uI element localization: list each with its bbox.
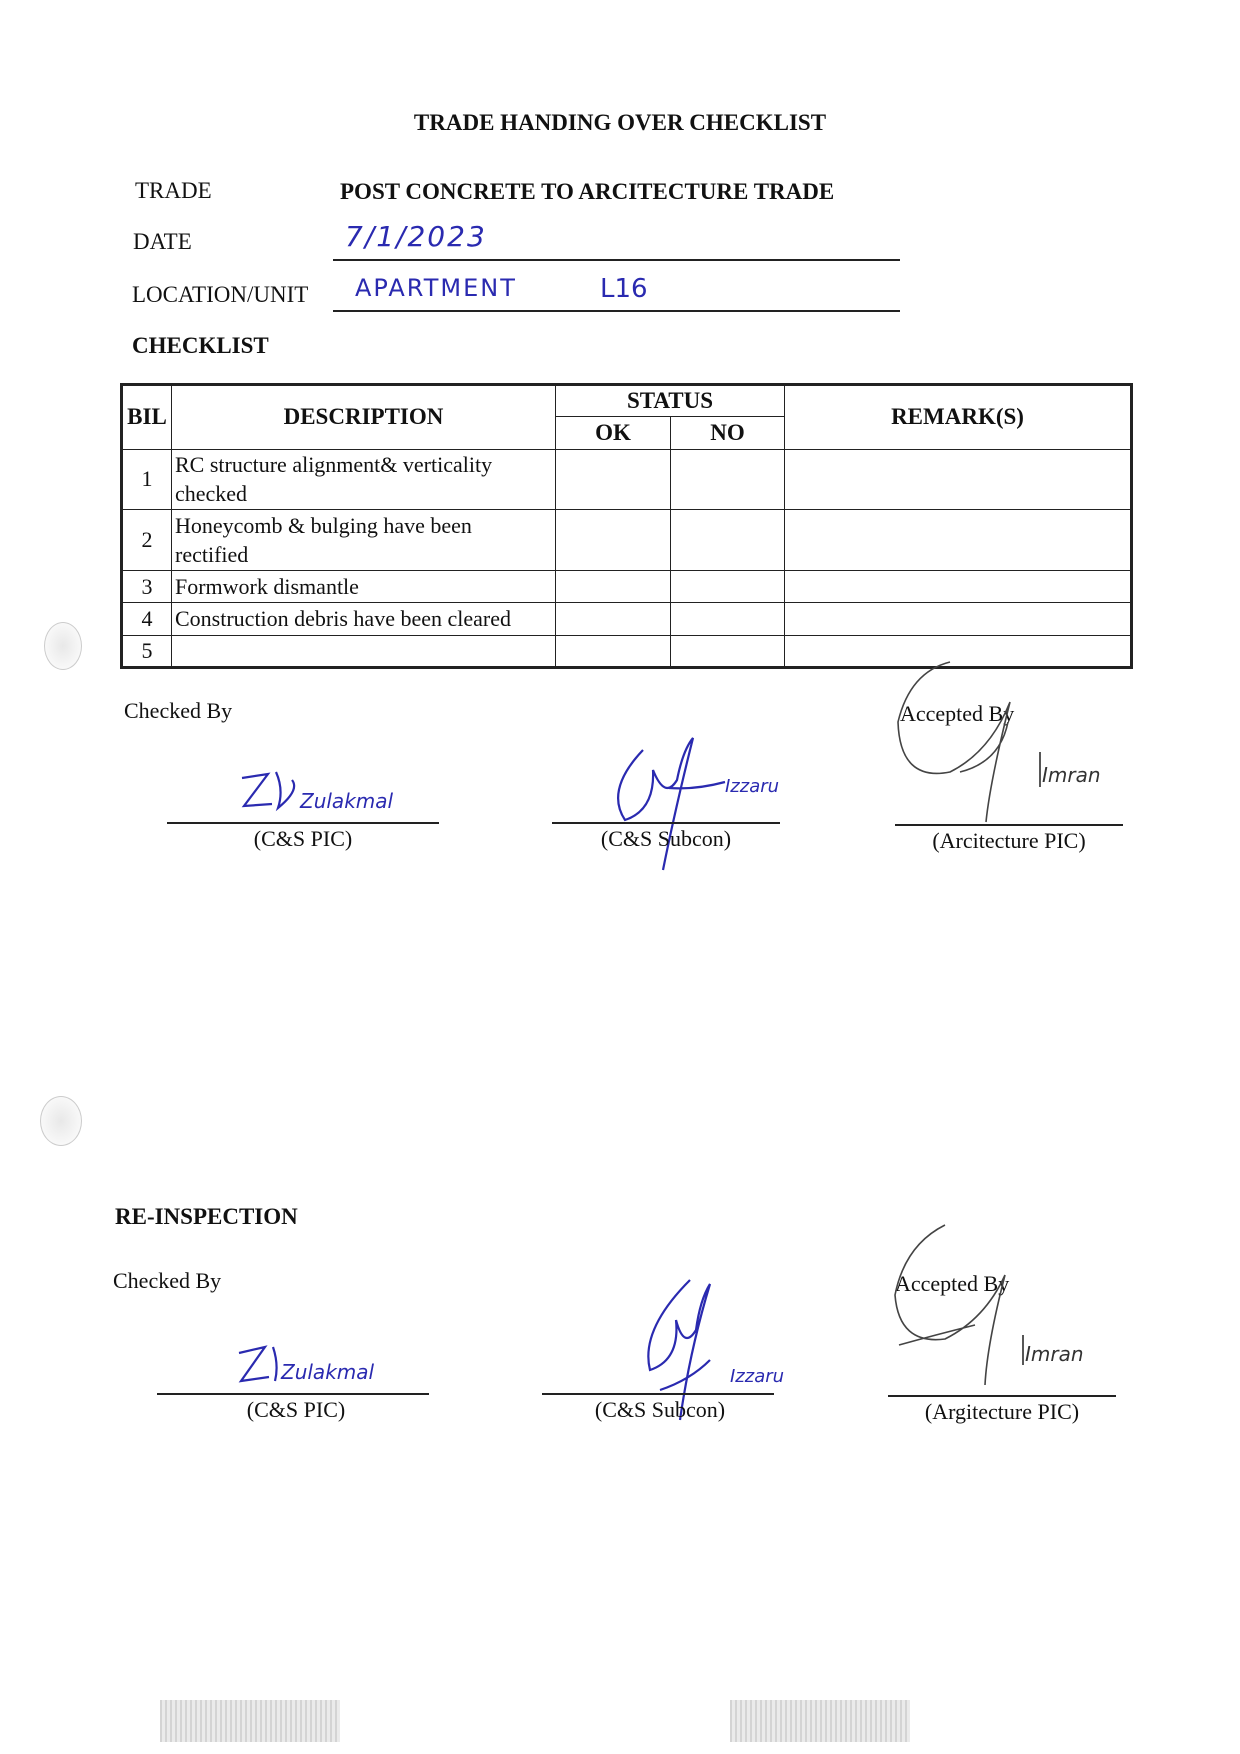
signature-arch-pic: [890, 652, 1120, 842]
row-remarks-cell: [785, 603, 1132, 635]
row-description-line: rectified: [175, 542, 249, 568]
header-no: NO: [671, 417, 785, 449]
reinspection-heading: RE-INSPECTION: [115, 1204, 298, 1229]
location-value: APARTMENT: [355, 274, 517, 302]
row-no-cell: [671, 603, 785, 635]
row-number: 3: [122, 570, 172, 602]
signature-cs-subcon: [585, 730, 825, 880]
unit-value: L16: [600, 274, 648, 304]
signature-cs-subcon-text: Izzaru: [725, 776, 780, 797]
row-number: 2: [122, 510, 172, 571]
reinspection-signature-cs-pic: [225, 1335, 425, 1395]
reinspection-cs-subcon-label: (C&S Subcon): [594, 1397, 726, 1422]
row-no-cell: [671, 449, 785, 510]
header-description: DESCRIPTION: [172, 385, 556, 450]
date-value: 7/1/2023: [345, 220, 487, 253]
checklist-heading: CHECKLIST: [132, 333, 269, 358]
date-label: DATE: [133, 229, 192, 254]
row-description: [172, 510, 556, 571]
row-description-line: Honeycomb & bulging have been: [175, 513, 472, 539]
date-underline: [333, 259, 900, 261]
reinspection-arch-pic-label: (Argitecture PIC): [924, 1399, 1080, 1424]
table-row: [122, 570, 1132, 602]
row-no-cell: [671, 510, 785, 571]
row-description: [172, 449, 556, 510]
row-description: Construction debris have been cleared: [172, 603, 556, 635]
signature-arch-pic-text: Imran: [1042, 763, 1101, 787]
row-remarks-cell: [785, 510, 1132, 571]
checked-by-label: Checked By: [124, 698, 233, 723]
row-number: 5: [122, 635, 172, 667]
row-remarks-cell: [785, 449, 1132, 510]
scan-smudge-left: [160, 1700, 340, 1742]
row-ok-cell: [556, 570, 671, 602]
header-ok: OK: [556, 417, 671, 449]
arch-pic-label: (Arcitecture PIC): [932, 828, 1086, 853]
signature-line-cs-subcon: [552, 822, 780, 824]
row-no-cell: [671, 635, 785, 667]
cs-pic-label: (C&S PIC): [253, 826, 353, 851]
reinspection-signature-arch-pic-text: Imran: [1025, 1342, 1084, 1366]
reinspection-accepted-by-label: Accepted By: [895, 1271, 1010, 1296]
punch-hole-top: [44, 622, 82, 670]
signature-line-cs-pic: [167, 822, 439, 824]
row-ok-cell: [556, 510, 671, 571]
row-remarks-cell: [785, 570, 1132, 602]
punch-hole-bottom: [40, 1096, 82, 1146]
row-description-line: checked: [175, 481, 248, 507]
reinspection-signature-cs-pic-text: Zulakmal: [281, 1360, 375, 1384]
table-row: [122, 449, 1132, 510]
header-bil: BIL: [122, 385, 172, 450]
cs-subcon-label: (C&S Subcon): [600, 826, 732, 851]
row-description: Formwork dismantle: [172, 570, 556, 602]
location-label: LOCATION/UNIT: [132, 282, 309, 307]
reinspection-signature-line-cs-subcon: [542, 1393, 774, 1395]
table-row: [122, 510, 1132, 571]
reinspection-cs-pic-label: (C&S PIC): [246, 1397, 346, 1422]
trade-value: POST CONCRETE TO ARCITECTURE TRADE: [340, 179, 835, 204]
accepted-by-label: Accepted By: [900, 701, 1015, 726]
row-ok-cell: [556, 449, 671, 510]
row-ok-cell: [556, 603, 671, 635]
trade-label: TRADE: [135, 178, 212, 203]
header-remarks: REMARK(S): [785, 385, 1132, 450]
checklist-table: [120, 383, 1133, 669]
signature-cs-pic-text: Zulakmal: [300, 789, 394, 813]
table-row: [122, 603, 1132, 635]
reinspection-checked-by-label: Checked By: [113, 1268, 222, 1293]
header-status: STATUS: [556, 385, 785, 417]
reinspection-signature-line-arch-pic: [888, 1395, 1116, 1397]
row-description: [172, 635, 556, 667]
row-number: 1: [122, 449, 172, 510]
signature-cs-pic: [230, 760, 420, 820]
row-description-line: RC structure alignment& verticality: [175, 452, 493, 478]
reinspection-signature-arch-pic: [875, 1215, 1115, 1405]
page-title: TRADE HANDING OVER CHECKLIST: [413, 110, 827, 135]
scan-smudge-right: [730, 1700, 910, 1742]
reinspection-signature-cs-subcon-text: Izzaru: [730, 1366, 785, 1387]
signature-line-arch-pic: [895, 824, 1123, 826]
row-ok-cell: [556, 635, 671, 667]
reinspection-signature-line-cs-pic: [157, 1393, 429, 1395]
location-underline: [333, 310, 900, 312]
row-number: 4: [122, 603, 172, 635]
row-no-cell: [671, 570, 785, 602]
